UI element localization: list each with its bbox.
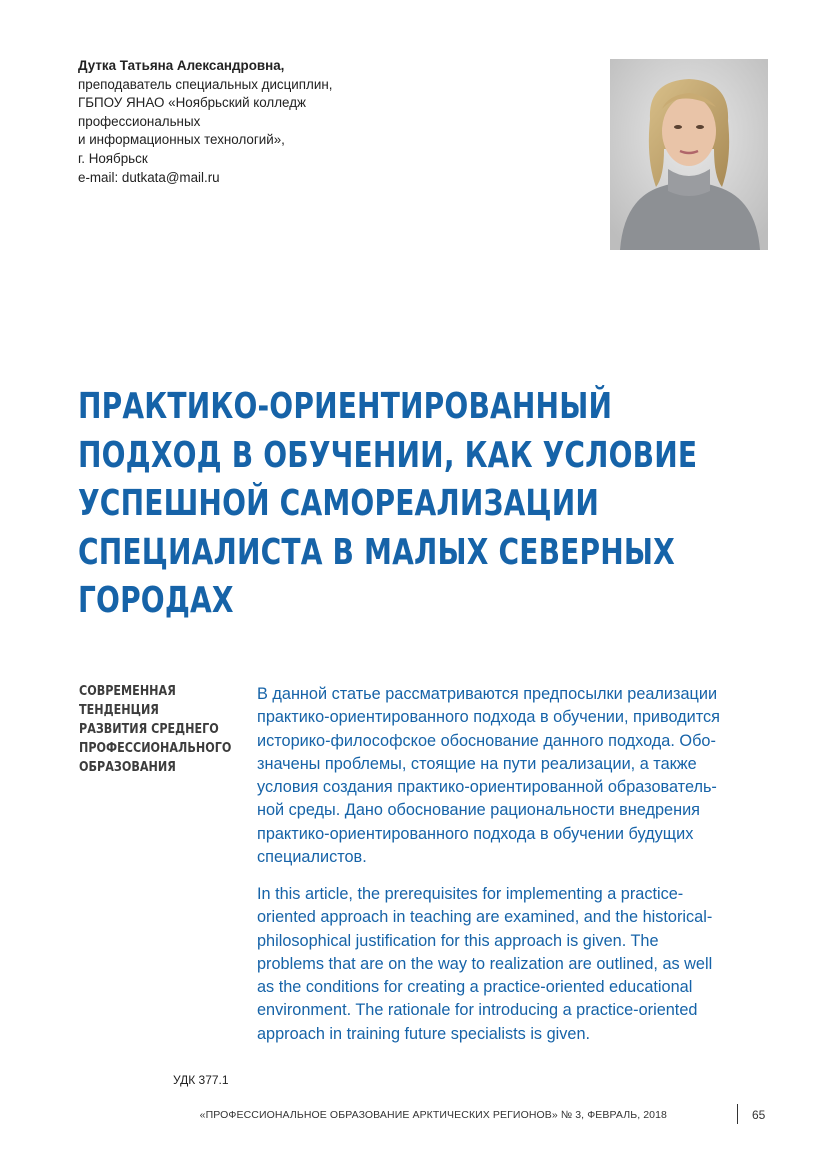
author-block (78, 57, 498, 187)
author-position: преподаватель специальных дисциплин, (78, 76, 333, 92)
abstract-line: историко-философское обоснование данного подхода. Обо- (257, 731, 716, 750)
title-line: ПОДХОД В ОБУЧЕНИИ, КАК УСЛОВИЕ (78, 434, 698, 476)
abstract-line: практико-ориентированного подхода в обучении будущих (257, 824, 694, 843)
article-title (78, 383, 780, 626)
title-line: ПРАКТИКО-ОРИЕНТИРОВАННЫЙ (78, 386, 613, 427)
author-city: г. Ноябрьск (78, 150, 148, 166)
abstract-line: значены проблемы, стоящие на пути реализации, а также (257, 754, 697, 773)
author-name: Дутка Татьяна Александровна, (78, 58, 285, 73)
rubric-line: ТЕНДЕНЦИЯ (79, 703, 159, 718)
author-email[interactable]: e-mail: dutkata@mail.ru (78, 169, 220, 185)
abstract-line: ной среды. Дано обоснование рациональности внедрения (257, 801, 700, 820)
section-rubric (79, 682, 251, 777)
rubric-line: ОБРАЗОВАНИЯ (79, 760, 176, 775)
abstract-line: условия создания практико-ориентированной образователь- (257, 778, 717, 797)
abstract-line: В данной статье рассматриваются предпосылки реализации (257, 685, 718, 703)
udk-code: УДК 377.1 (173, 1073, 229, 1087)
abstract-russian (257, 683, 777, 869)
rubric-line: ПРОФЕССИОНАЛЬНОГО (79, 741, 232, 756)
abstract-line: oriented approach in teaching are examined, and the historical- (257, 908, 713, 927)
journal-footer: «ПРОФЕССИОНАЛЬНОЕ ОБРАЗОВАНИЕ АРКТИЧЕСКИХ РЕГИОНОВ» № 3, ФЕВРАЛЬ, 2018 (199, 1109, 667, 1121)
abstract-english (257, 883, 777, 1046)
abstract-line: problems that are on the way to realization are outlined, as well (257, 954, 713, 973)
abstract-line: In this article, the prerequisites for implementing a practice- (257, 885, 684, 903)
rubric-line: СОВРЕМЕННАЯ (79, 684, 176, 699)
abstract-line: специалистов. (257, 848, 367, 867)
author-photo (610, 59, 768, 250)
title-line: СПЕЦИАЛИСТА В МАЛЫХ СЕВЕРНЫХ (78, 531, 675, 573)
abstract-line: environment. The rationale for introducing a practice-oriented (257, 1001, 698, 1020)
page-number: 65 (752, 1108, 766, 1122)
abstract-line: philosophical justification for this approach is given. The (257, 931, 659, 950)
abstract-line: практико-ориентированного подхода в обучении, приводится (257, 708, 720, 727)
author-org-line-3: и информационных технологий», (78, 132, 285, 148)
rubric-line: РАЗВИТИЯ СРЕДНЕГО (79, 722, 219, 737)
abstract-line: approach in training future specialists is given. (257, 1024, 591, 1043)
author-org-line-1: ГБПОУ ЯНАО «Ноябрьский колледж (78, 95, 306, 111)
title-line: УСПЕШНОЙ САМОРЕАЛИЗАЦИИ (78, 483, 600, 524)
title-line: ГОРОДАХ (78, 580, 234, 621)
footer-divider (737, 1104, 738, 1124)
abstract-line: as the conditions for creating a practice-oriented educational (257, 978, 693, 997)
author-org-line-2: профессиональных (78, 113, 201, 129)
